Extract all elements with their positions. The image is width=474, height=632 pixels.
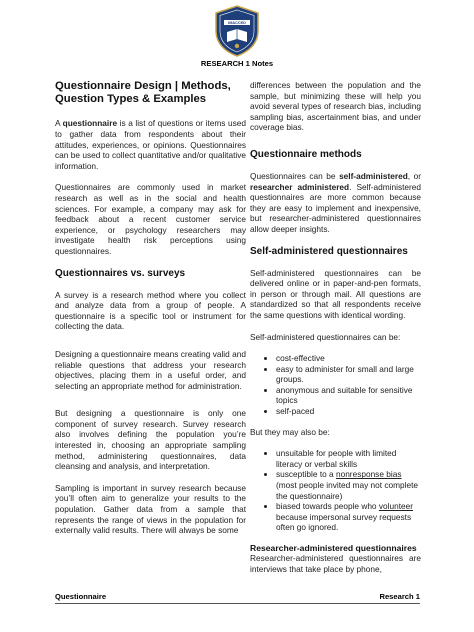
list-item: • cost-effective: [276, 353, 421, 364]
logo-text: IMACCED: [228, 21, 246, 26]
footer-left-text: Questionnaire: [55, 592, 107, 601]
paragraph-self-administered: Self-administered questionnaires can be delivered online or in paper-and-pen formats, in person or through mail. All questions are standardized so that all respondents receive the same questions with identical wording.: [250, 267, 421, 320]
list-item: • self-paced: [276, 406, 421, 417]
paragraph-survey-definition: A survey is a research method where you collect and analyze data from a group of people. A questionnaire is a specific tool or instrument for collecting the data.: [55, 289, 246, 332]
paragraph-researcher-administered: Researcher-administered questionnaires are interviews that take place by phone,: [250, 553, 421, 574]
paragraph-methods: Questionnaires can be self-administered, or researcher administered. Self-administered questionnaires are more common because they are easy to implement and inexpensive, but researcher-administered questionnaires allow deeper insights.: [250, 170, 421, 234]
paragraph-uses: Questionnaires are commonly used in market research as well as in the social and health sciences. For example, a company may ask for feedback about a recent customer service experience, or psychology researchers may investigate health risk perceptions using questionnaires.: [55, 182, 246, 256]
paragraph-survey-research: But designing a questionnaire is only one component of survey research. Survey research also involves defining the population you’re interested in, choosing an appropriate sampling method, administering questionnaires, data cleansing and analysis, and interpretation.: [55, 408, 246, 472]
volunteer-link[interactable]: volunteer: [378, 501, 413, 512]
left-column: [55, 80, 246, 547]
paragraph-definition: A questionnaire is a list of questions or items used to gather data from respondents about their attitudes, experiences, or opinions. Questionnaires can be used to collect quantitative and/or qualitative information.: [55, 118, 246, 171]
list-item: • biased towards people who volunteer because impersonal survey requests often go ignored.: [276, 501, 421, 533]
list-item: • susceptible to a nonresponse bias (most people invited may not complete the questionnaire): [276, 469, 421, 501]
right-column: [250, 80, 421, 585]
term-researcher-administered: researcher administered: [250, 181, 350, 192]
footer-divider: [55, 603, 420, 604]
list-advantages: [250, 353, 421, 417]
term-self-administered: self-administered: [339, 170, 408, 181]
paragraph-designing: Designing a questionnaire means creating valid and reliable questions that address your research objectives, placing them in a useful order, and selecting an appropriate method for administration.: [55, 348, 246, 391]
heading-self-administered: Self-administered questionnaires: [250, 245, 408, 257]
list-item: • easy to administer for small and large groups.: [276, 364, 421, 385]
list-disadvantages: [250, 448, 421, 533]
paragraph-but: But they may also be:: [250, 426, 330, 437]
paragraph-continued: differences between the population and the sample, but minimizing these will help you avoid several types of research bias, including sampling bias, ascertainment bias, and under coverage bias.: [250, 80, 421, 133]
paragraph-can-be: Self-administered questionnaires can be:: [250, 331, 401, 342]
heading-questionnaires-vs-surveys: Questionnaires vs. surveys: [55, 267, 186, 279]
term-questionnaire: questionnaire: [62, 118, 118, 129]
heading-researcher-administered: Researcher-administered questionnaires: [250, 543, 417, 553]
school-crest-logo: [214, 5, 260, 57]
page-footer: [55, 592, 420, 601]
list-item: • unsuitable for people with limited literacy or verbal skills: [276, 448, 421, 469]
notes-title: RESEARCH 1 Notes: [200, 59, 274, 68]
list-item: • anonymous and suitable for sensitive topics: [276, 385, 421, 406]
nonresponse-bias-link[interactable]: nonresponse bias: [335, 469, 402, 480]
heading-questionnaire-methods: Questionnaire methods: [250, 148, 362, 160]
footer-right-text: Research 1: [379, 592, 420, 601]
paragraph-sampling: Sampling is important in survey research because you’ll often aim to generalize your results to the population. Gather data from a sample that represents the range of views in the population for externally valid results. There will always be some: [55, 482, 246, 536]
document-title: Questionnaire Design | Methods, Question Types & Examples: [55, 80, 231, 106]
